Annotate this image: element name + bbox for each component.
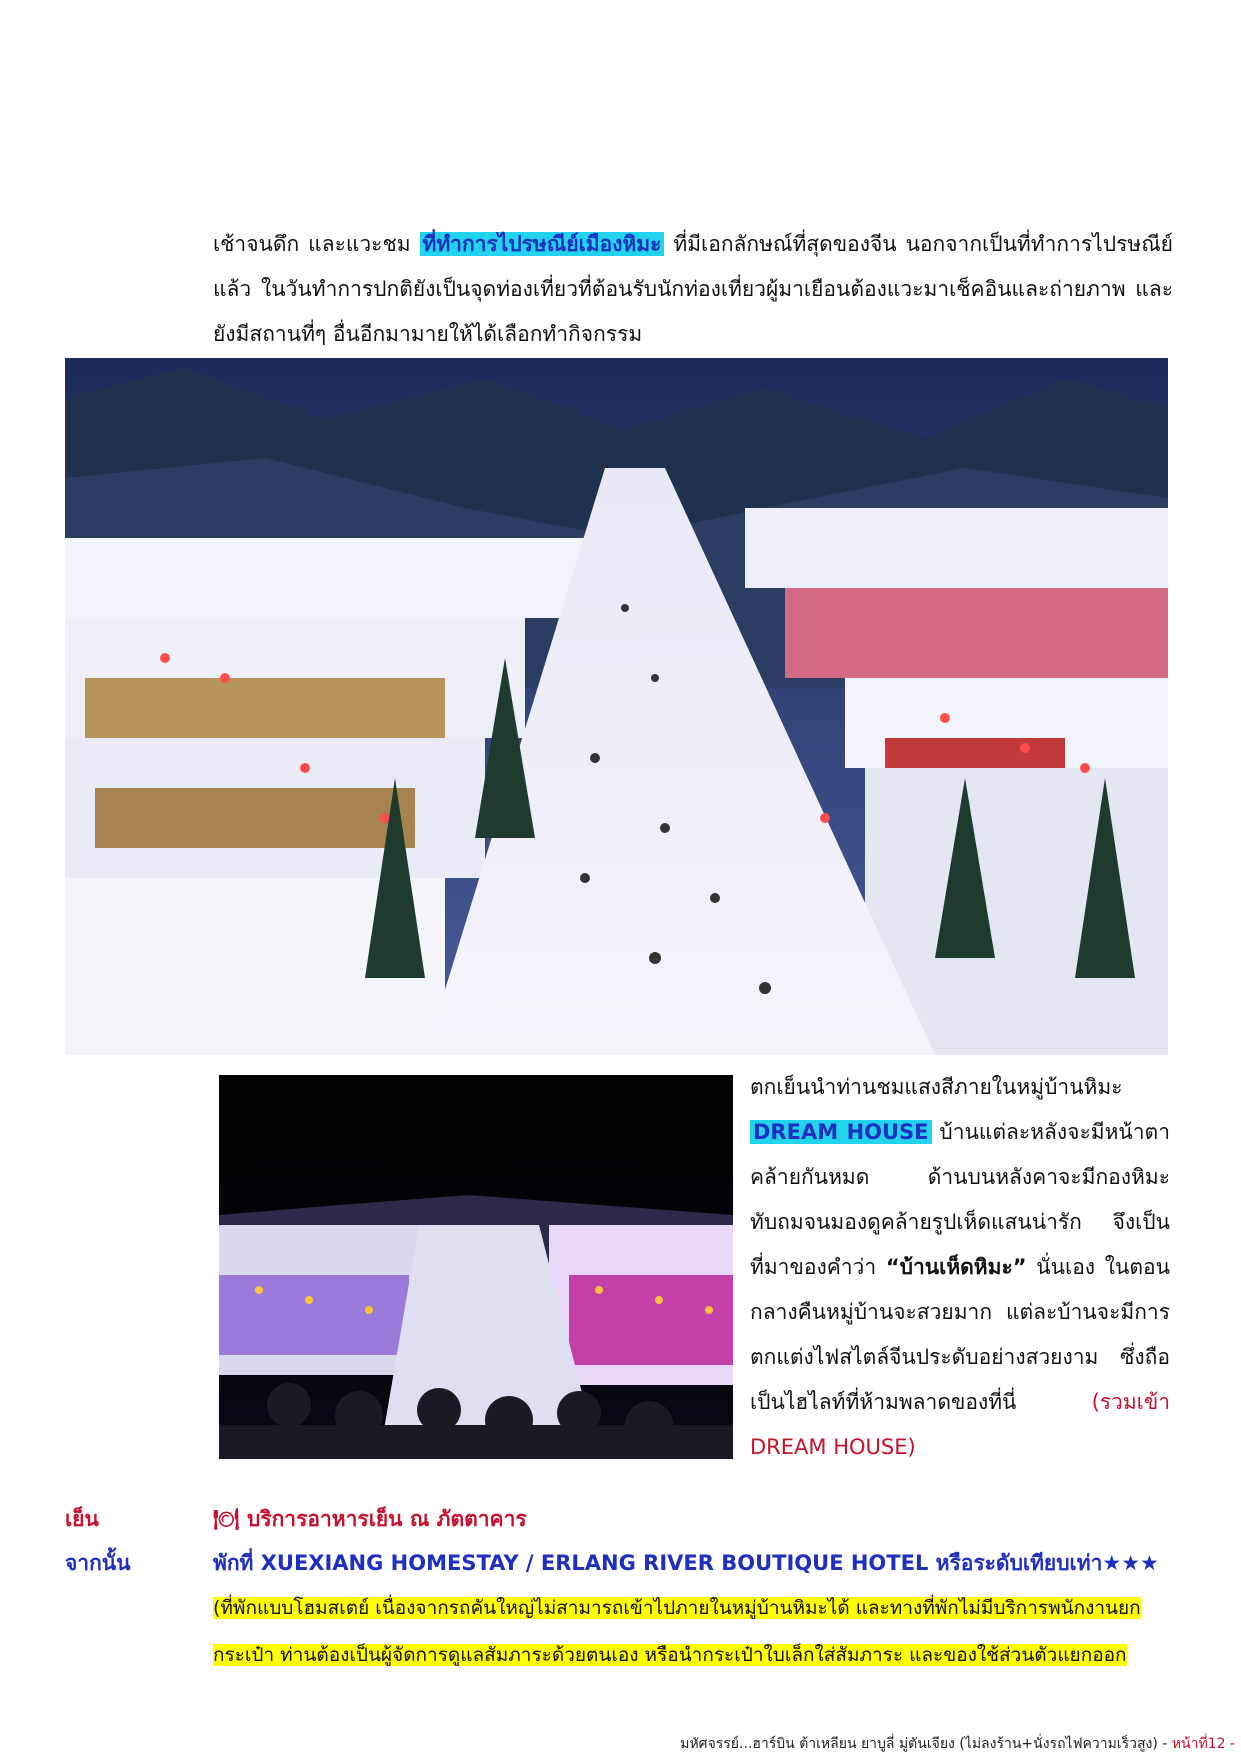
hotel-stars: ★★★ [1102,1551,1159,1575]
dream-house-highlight: DREAM HOUSE [750,1120,932,1144]
intro-paragraph [213,222,1173,357]
dinner-text: บริการอาหารเย็น ณ ภัตตาคาร [246,1507,527,1531]
post-office-highlight: ที่ทำการไปรษณีย์เมืองหิมะ [420,232,665,256]
page-footer [680,1733,1235,1755]
note-line-2: กระเป๋า ท่านต้องเป็นผู้จัดการดูแลสัมภาระด้วยตนเอง หรือนำกระเป๋าใบเล็กใส่สัมภาระ และของใช้ส่วนตัวแยกออก [213,1644,1127,1666]
mushroom-house-quote: “บ้านเห็ดหิมะ” [885,1255,1027,1279]
included-note: (รวมเข้า DREAM HOUSE) [750,1390,1170,1459]
dinner-icon: 🍽 [213,1507,240,1531]
page-number: หน้าที่12 - [1171,1736,1235,1752]
intro-text-before: เช้าจนดึก และแวะชม [213,232,420,256]
evening-text-1: ตกเย็นนำท่านชมแสงสีภายในหมู่บ้านหิมะ [750,1075,1123,1099]
then-label: จากนั้น [65,1551,131,1575]
evening-text-2: บ้านแต่ละหลังจะมีหน้าตาคล้ายกันหมด ด้านบนหลังคาจะมีกองหิมะทับถมจนมองดูคล้ายรูปเห็ดแสนน่ารัก จึงเป็นที่มาของคำว่า [750,1120,1170,1279]
evening-text-3: นั่นเอง ในตอนกลางคืนหมู่บ้านจะสวยมาก แต่ละบ้านจะมีการตกแต่งไฟสไตล์จีนประดับอย่างสวยงาม ซึ่งถือเป็นไฮไลท์ที่ห้ามพลาดของที่นี่ [750,1255,1170,1414]
intro-text-after: ที่มีเอกลักษณ์ที่สุดของจีน นอกจากเป็นที่ทำการไปรษณีย์แล้ว ในวันทำการปกติยังเป็นจุดท่องเที่ยวที่ต้อนรับนักท่องเที่ยวผู้มาเยือนต้องแวะมาเช็คอินและถ่ายภาพ และยังมีสถานที่ๆ อื่นอีกมามายให้ได้เลือกทำกิจกรรม [213,232,1173,346]
dinner-row [213,1503,527,1536]
note-line-1: (ที่พักแบบโฮมสเตย์ เนื่องจากรถคันใหญ่ไม่สามารถเข้าไปภายในหมู่บ้านหิมะได้ และทางที่พักไม่มีบริการพนักงานยก [213,1597,1141,1619]
hotel-row [213,1547,1173,1580]
hotel-text: พักที่ XUEXIANG HOMESTAY / ERLANG RIVER BOUTIQUE HOTEL หรือระดับเทียบเท่า [213,1551,1103,1575]
snow-village-aerial-photo [65,358,1168,1055]
dinner-label: เย็น [65,1507,99,1531]
dream-house-night-photo [219,1075,733,1459]
homestay-note [213,1585,1158,1679]
footer-title: มหัศจรรย์...ฮาร์บิน ต้าเหลียน ยาบูลี่ มู่ตันเจียง (ไม่ลงร้าน+นั่งรถไฟความเร็วสูง) - [680,1736,1172,1752]
dream-house-paragraph [750,1065,1170,1470]
